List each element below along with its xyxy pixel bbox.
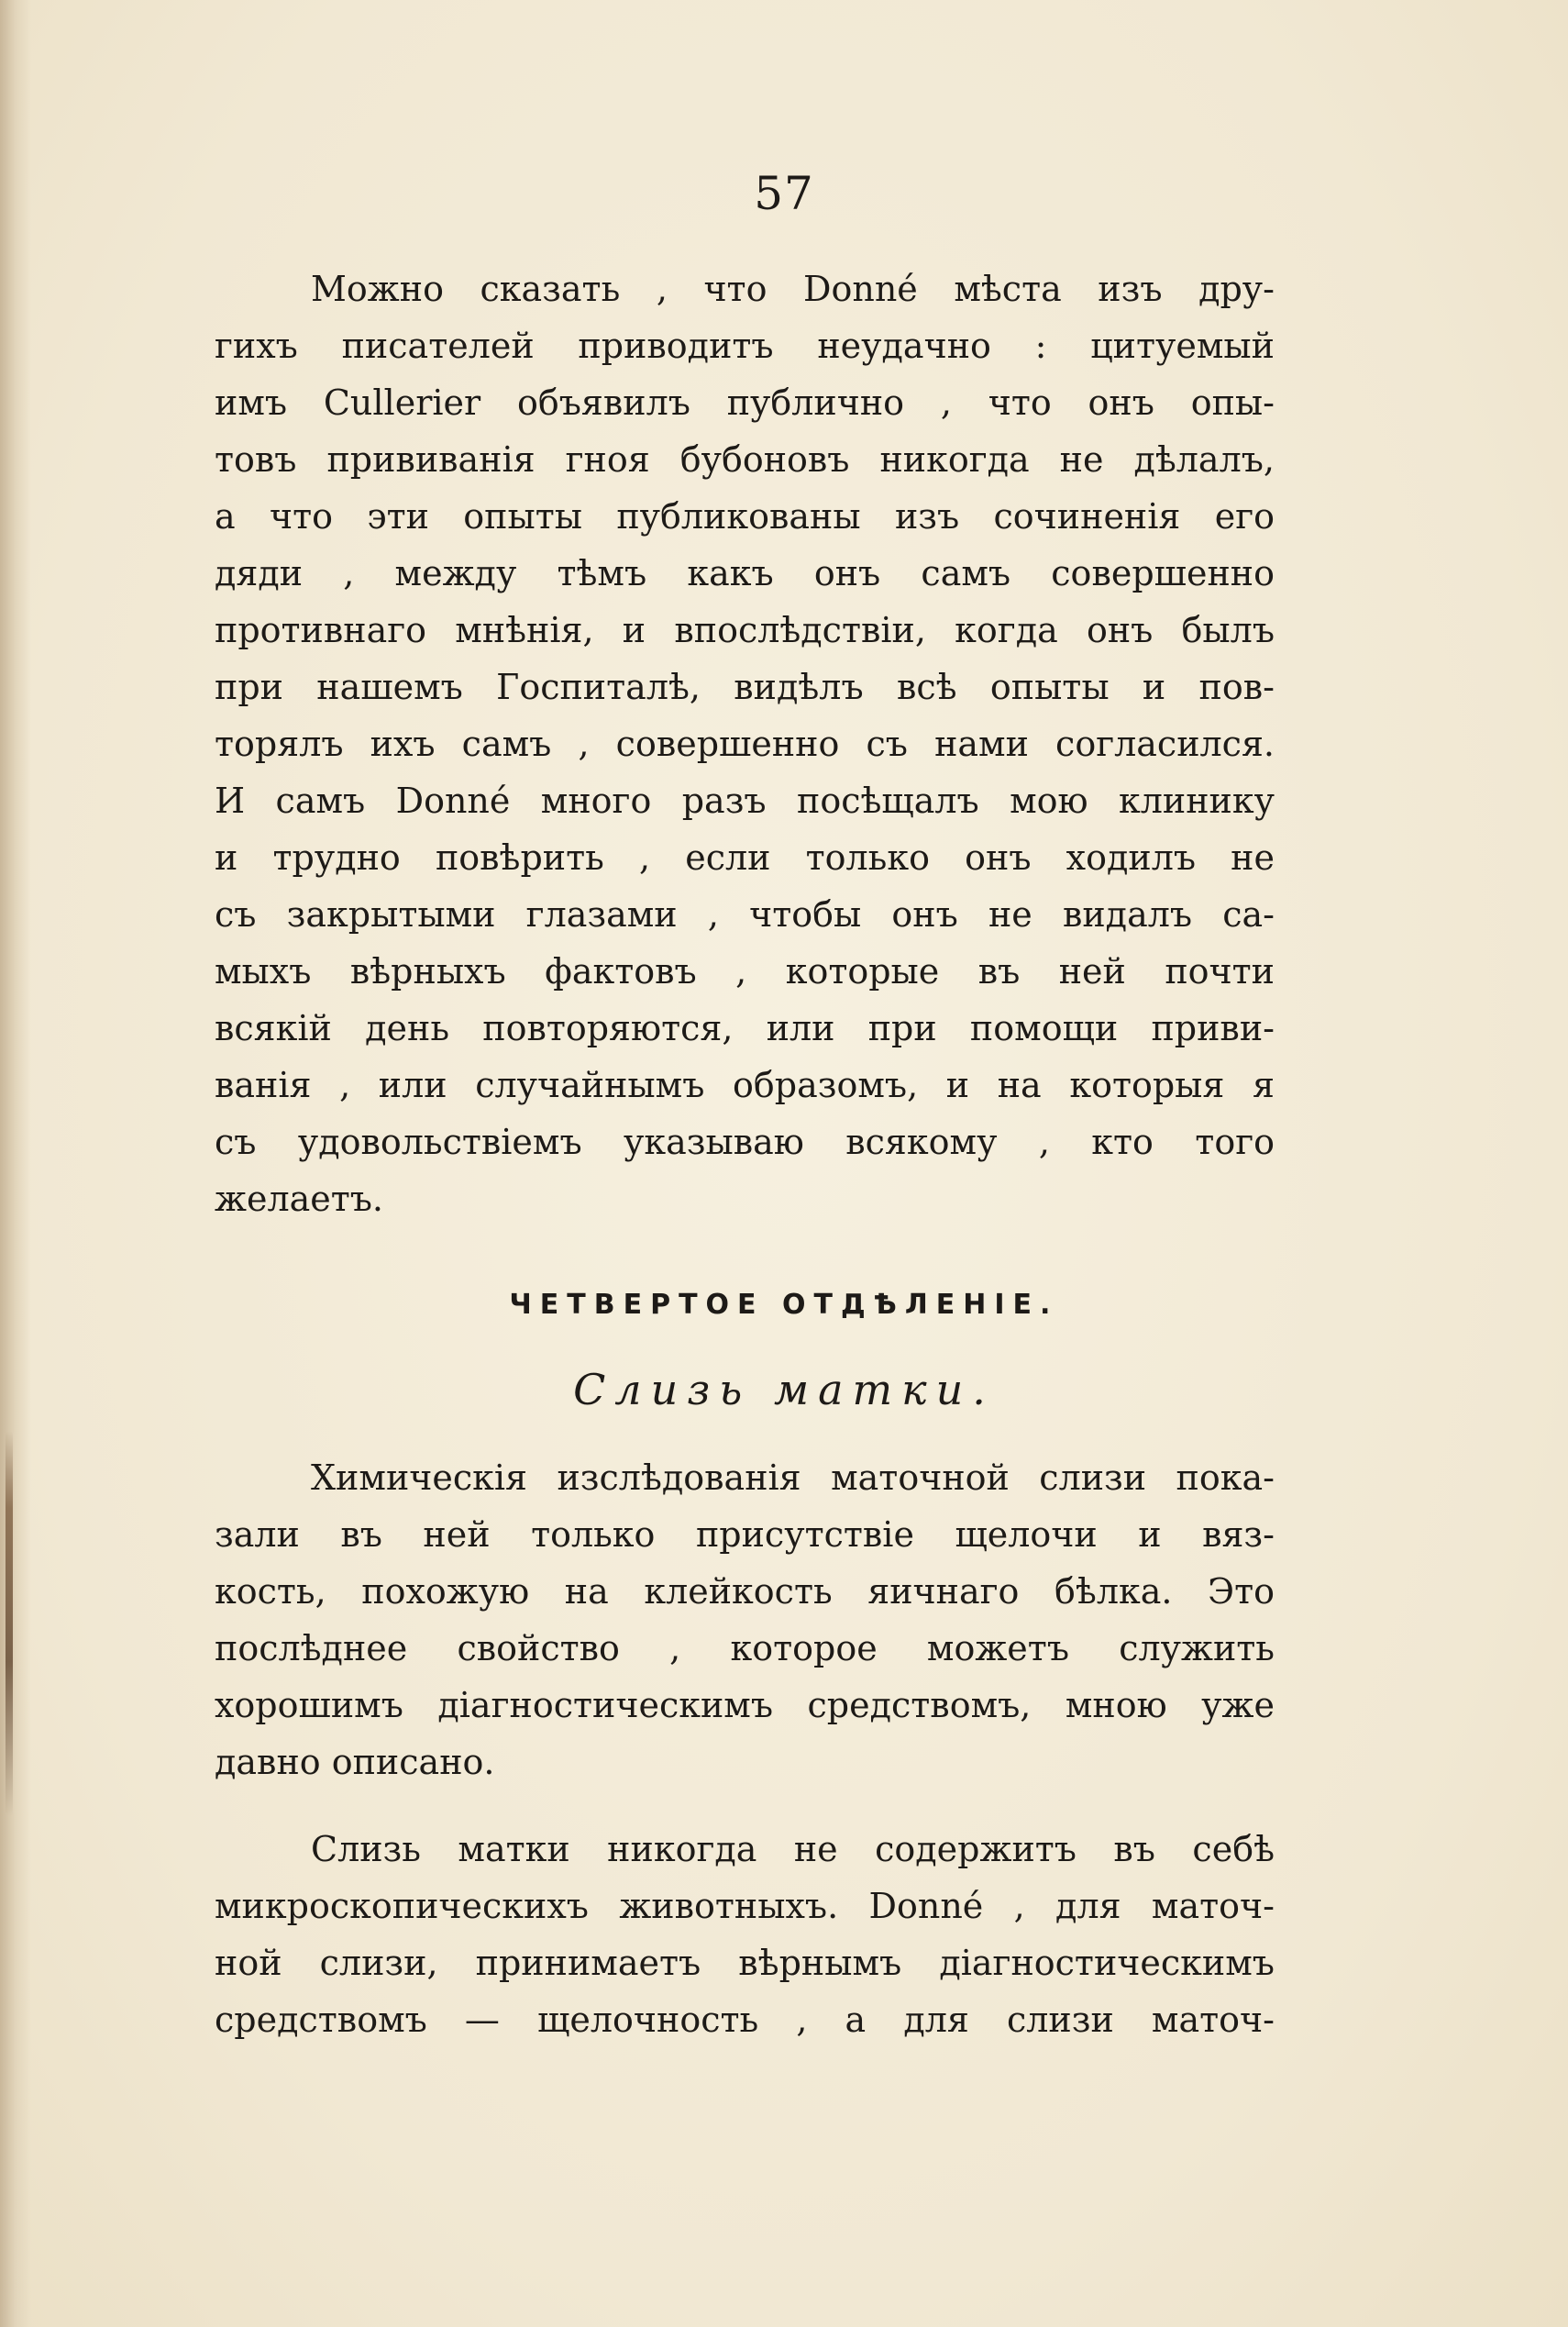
text-line: торялъ ихъ самъ , совершенно съ нами согласился. [215,724,1275,764]
text-line: Слизь матки никогда не содержитъ въ себѣ [311,1829,1275,1869]
text-line: кость, похожую на клейкость яичнаго бѣлка. Это [215,1571,1275,1612]
text-line: зали въ ней только присутствіе щелочи и вяз- [215,1514,1275,1555]
text-line: товъ прививанія гноя бубоновъ никогда не дѣлалъ, [215,439,1275,480]
section-heading: ЧЕТВЕРТОЕ ОТДѢЛЕНІЕ. [509,1289,1059,1321]
text-line: мыхъ вѣрныхъ фактовъ , которые въ ней почти [215,951,1275,992]
text-line: ванія , или случайнымъ образомъ, и на которыя я [215,1065,1275,1105]
text-line: съ удовольствіемъ указываю всякому , кто того [215,1122,1275,1162]
paragraph-3 [215,1821,1275,2048]
text-line: гихъ писателей приводитъ неудачно : цитуемый [215,326,1275,366]
text-line: И самъ Donné много разъ посѣщалъ мою клинику [215,781,1275,821]
text-line: хорошимъ діагностическимъ средствомъ, мною уже [215,1685,1275,1725]
text-line: всякій день повторяются, или при помощи приви- [215,1008,1275,1048]
text-line: противнаго мнѣнія, и впослѣдствіи, когда онъ былъ [215,610,1275,650]
text-line: а что эти опыты публикованы изъ сочиненія его [215,496,1275,537]
text-line: Можно сказать , что Donné мѣста изъ дру- [311,269,1275,309]
text-line: ной слизи, принимаетъ вѣрнымъ діагностическимъ [215,1943,1275,1983]
text-line: давно описано. [215,1742,495,1782]
text-line: при нашемъ Госпиталѣ, видѣлъ всѣ опыты и пов- [215,667,1275,707]
text-line: микроскопическихъ животныхъ. Donné , для маточ- [215,1886,1275,1926]
text-line: послѣднее свойство , которое можетъ служить [215,1628,1275,1668]
text-line: дяди , между тѣмъ какъ онъ самъ совершенно [215,553,1275,593]
text-line: и трудно повѣрить , если только онъ ходилъ не [215,837,1275,878]
page-number: 57 [754,167,814,220]
section-title: Слизь матки. [573,1365,995,1414]
paragraph-1 [215,260,1275,1227]
gutter-shadow [0,0,31,2327]
text-line: съ закрытыми глазами , чтобы онъ не видалъ са- [215,894,1275,935]
text-line: средствомъ — щелочность , а для слизи маточ- [215,2000,1275,2040]
paragraph-2 [215,1449,1275,1790]
text-line: Химическія изслѣдованія маточной слизи пока- [311,1457,1275,1498]
text-line: желаетъ. [215,1179,384,1219]
binding-stain [6,1431,13,1816]
text-line: имъ Cullerier объявилъ публично , что онъ опы- [215,382,1275,423]
